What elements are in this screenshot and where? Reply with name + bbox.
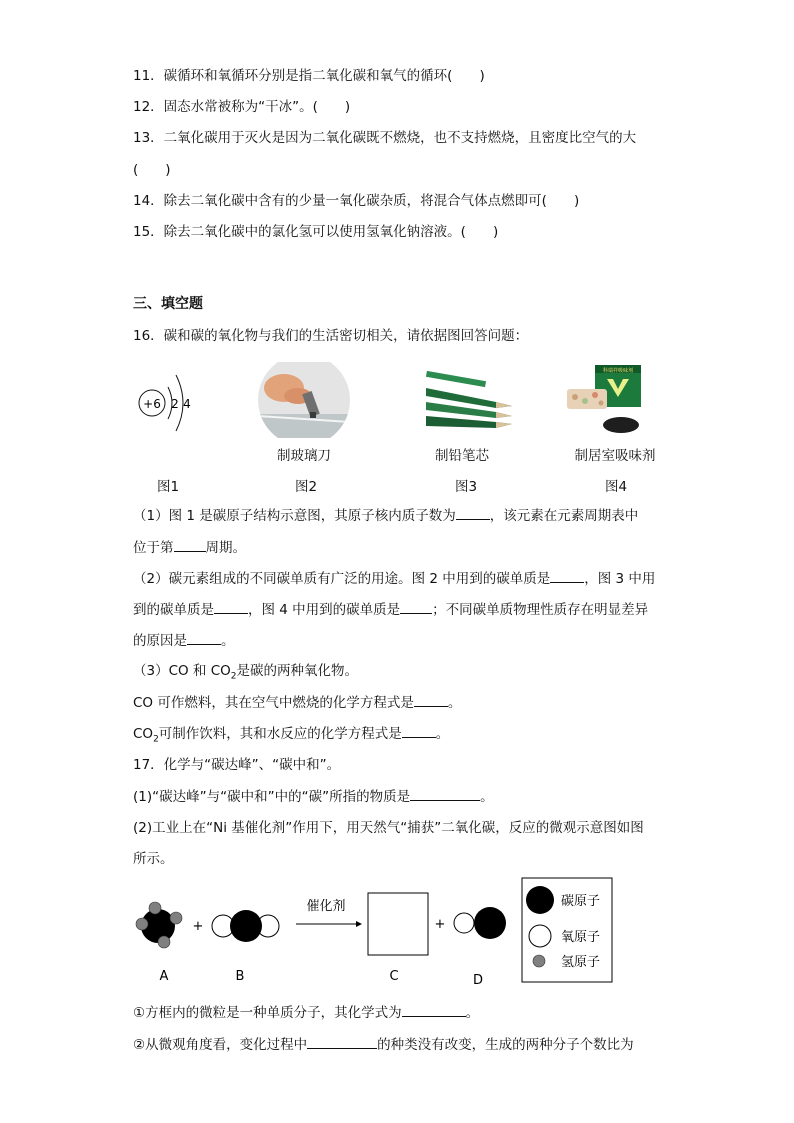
arrow-head <box>356 921 362 927</box>
question-11: 11．碳循环和氧循环分别是指二氧化碳和氧气的循环( ) <box>133 68 485 84</box>
figure-label-2: 图2 <box>294 479 318 495</box>
question-17-stem: 17．化学与“碳达峰”、“碳中和”。 <box>133 757 341 773</box>
question-15: 15．除去二氧化碳中的氯化氢可以使用氢氧化钠溶液。( ) <box>133 224 499 240</box>
molecule-d <box>454 907 506 939</box>
answer-blank[interactable] <box>307 1034 377 1049</box>
figure-label-3: 图3 <box>454 479 478 495</box>
label-b: B <box>235 969 245 984</box>
answer-blank[interactable] <box>400 599 432 614</box>
q16-part1-line2: 位于第 周期。 <box>133 537 246 558</box>
label-c: C <box>389 969 399 984</box>
nucleus-charge: +6 <box>143 397 161 411</box>
product-box <box>368 893 428 955</box>
question-12: 12．固态水常被称为“干冰”。( ) <box>133 99 351 115</box>
atom-legend <box>522 878 612 982</box>
legend-oxygen-icon <box>529 925 551 947</box>
answer-blank[interactable] <box>174 537 206 552</box>
deodorizer-image <box>565 363 643 439</box>
q16-part2-line1: （2）碳元素组成的不同碳单质有广泛的用途。图 2 中用到的碳单质是 ，图 3 中用 <box>133 568 655 589</box>
q16-part3-line2: CO 可作燃料，其在空气中燃烧的化学方程式是 。 <box>133 692 461 713</box>
answer-blank[interactable] <box>402 723 436 738</box>
q16-part3-line1: （3）CO 和 $CO_2$是碳的两种氧化物。 <box>133 663 359 682</box>
q17-part1: (1)“碳达峰”与“碳中和”中的“碳”所指的物质是 。 <box>133 786 494 807</box>
section-heading: 三、填空题 <box>133 296 203 312</box>
question-16-stem: 16．碳和碳的氧化物与我们的生活密切相关，请依据图回答问题： <box>133 328 529 344</box>
oxygen-atom <box>454 913 474 933</box>
caption-figure4: 制居室吸味剂 <box>574 448 656 464</box>
answer-blank[interactable] <box>410 786 480 801</box>
label-d: D <box>472 973 484 988</box>
glass-cutter-image <box>258 362 350 438</box>
box-label: 科瑞祥吸味剂 <box>602 368 634 374</box>
answer-blank[interactable] <box>402 1002 466 1017</box>
reaction-diagram <box>128 872 618 988</box>
hydrogen-atom <box>136 918 148 930</box>
caption-figure3: 制铅笔芯 <box>435 448 489 464</box>
shell-2-electrons: 4 <box>183 397 191 411</box>
carbon-atom <box>474 907 506 939</box>
figure-label-4: 图4 <box>604 479 628 495</box>
q16-part3-line3: $CO_2$可制作饮料，其和水反应的化学方程式是 。 <box>133 723 449 750</box>
question-13-line2: ( ) <box>133 162 171 178</box>
carbon-atom <box>230 910 262 942</box>
legend-oxygen-label: 氧原子 <box>561 930 601 945</box>
shell-1-electrons: 2 <box>171 397 179 411</box>
caption-figure2: 制玻璃刀 <box>277 448 331 464</box>
legend-hydrogen-label: 氢原子 <box>561 955 601 970</box>
q16-part1-line1: （1）图 1 是碳原子结构示意图，其原子核内质子数为 ，该元素在元素周期表中 <box>133 505 638 526</box>
carbon-atom-diagram <box>132 365 212 439</box>
hydrogen-atom <box>158 936 170 948</box>
label-a: A <box>159 969 169 984</box>
catalyst-label: 催化剂 <box>306 899 346 914</box>
q17-part2-line1: (2)工业上在“Ni 基催化剂”作用下，用天然气“捕获”二氧化碳，反应的微观示意图如图 <box>133 820 644 836</box>
molecule-b <box>212 910 279 942</box>
question-14: 14．除去二氧化碳中含有的少量一氧化碳杂质，将混合气体点燃即可( ) <box>133 193 580 209</box>
q16-part2-line2: 到的碳单质是 ，图 4 中用到的碳单质是 ；不同碳单质物理性质存在明显差异 <box>133 599 648 620</box>
answer-blank[interactable] <box>456 505 490 520</box>
q17-sub2: ②从微观角度看，变化过程中 的种类没有改变，生成的两种分子个数比为 <box>133 1034 634 1055</box>
legend-hydrogen-icon <box>533 955 545 967</box>
answer-blank[interactable] <box>550 568 584 583</box>
molecule-a <box>136 902 182 948</box>
q17-part2-line2: 所示。 <box>133 851 174 867</box>
q17-sub1: ①方框内的微粒是一种单质分子，其化学式为 。 <box>133 1002 479 1023</box>
plus-sign: + <box>192 919 204 934</box>
q16-part2-line3: 的原因是 。 <box>133 630 235 651</box>
figure-label-1: 图1 <box>156 479 180 495</box>
question-13-line1: 13．二氧化碳用于灭火是因为二氧化碳既不燃烧，也不支持燃烧，且密度比空气的大 <box>133 130 637 146</box>
legend-carbon-icon <box>526 886 554 914</box>
pencils-image <box>426 366 518 438</box>
plus-sign: + <box>434 917 446 932</box>
legend-carbon-label: 碳原子 <box>561 894 601 909</box>
hydrogen-atom <box>170 912 182 924</box>
answer-blank[interactable] <box>214 599 248 614</box>
answer-blank[interactable] <box>414 692 448 707</box>
answer-blank[interactable] <box>187 630 221 645</box>
hydrogen-atom <box>149 902 161 914</box>
